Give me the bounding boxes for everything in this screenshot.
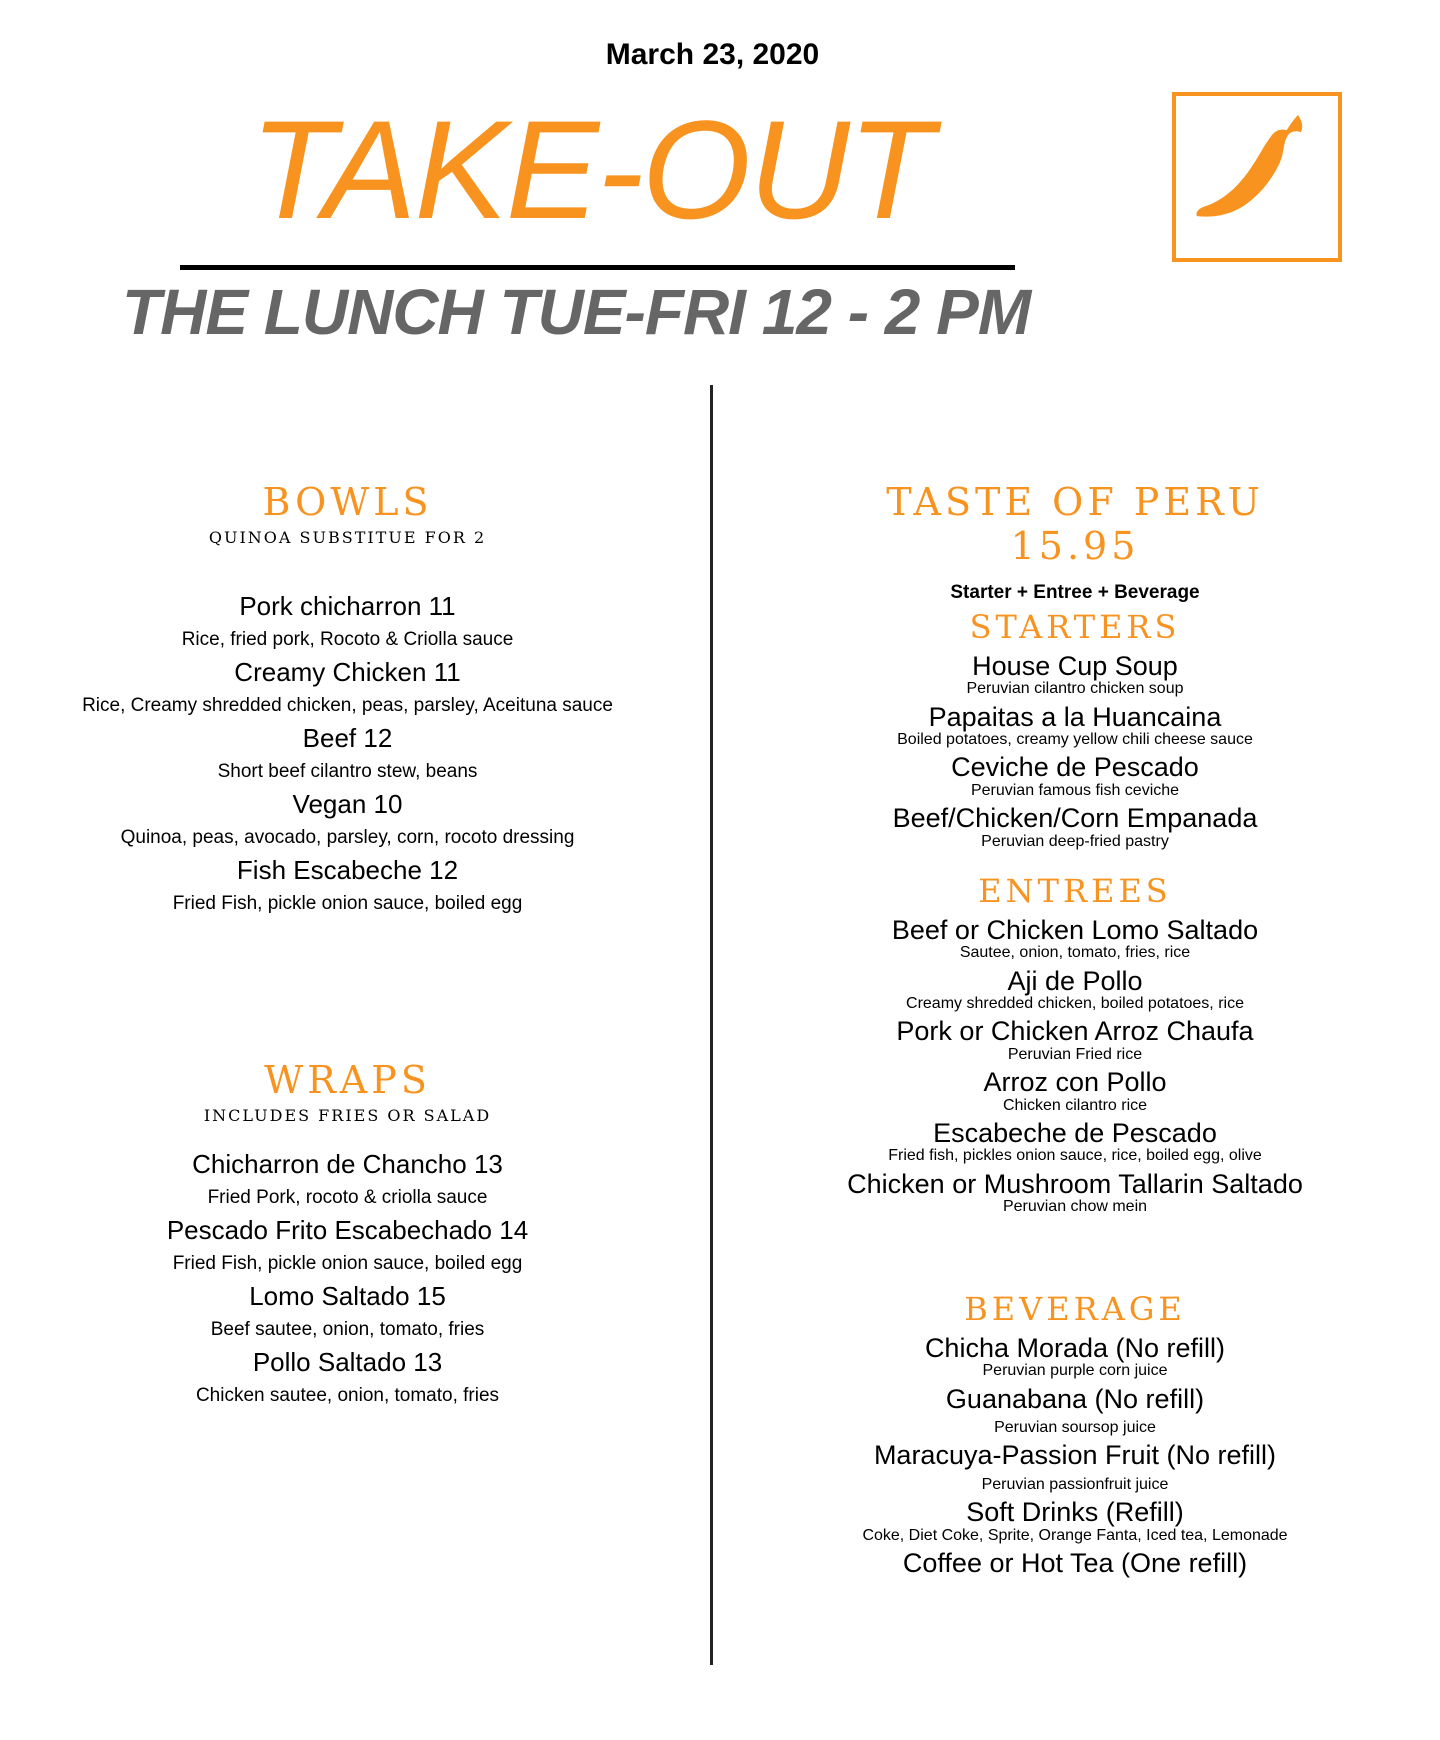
- item-desc: Peruvian chow mein: [1002, 1198, 1148, 1216]
- menu-item: [835, 1119, 1315, 1166]
- beverage-heading: BEVERAGE: [964, 1290, 1186, 1328]
- item-name: Beef 12: [302, 722, 393, 753]
- item-desc: Creamy shredded chicken, boiled potatoes, rice: [906, 995, 1244, 1013]
- item-name: Chicharron de Chancho 13: [192, 1149, 503, 1179]
- menu-item: [70, 1149, 625, 1211]
- item-name: Pork chicharron 11: [239, 591, 456, 621]
- item-name: Pescado Frito Escabechado 14: [166, 1214, 529, 1245]
- item-desc: Beef sautee, onion, tomato, fries: [210, 1318, 485, 1340]
- starters-heading: STARTERS: [969, 608, 1181, 646]
- item-name: Pollo Saltado 13: [252, 1346, 443, 1377]
- item-name: Ceviche de Pescado: [951, 752, 1199, 783]
- wraps-section: [70, 1058, 625, 1413]
- menu-item: [835, 1017, 1315, 1064]
- entrees-section: [835, 872, 1315, 1220]
- item-desc: Chicken cilantro rice: [1002, 1096, 1148, 1114]
- item-desc: Peruvian passionfruit juice: [981, 1475, 1169, 1493]
- wraps-subheading: INCLUDES FRIES OR SALAD: [203, 1106, 492, 1125]
- menu-item: [835, 1385, 1315, 1438]
- item-desc: Rice, Creamy shredded chicken, peas, parsley, Aceituna sauce: [82, 695, 613, 717]
- chili-pepper-icon: [1176, 96, 1338, 258]
- item-name: Aji de Pollo: [1007, 965, 1143, 996]
- lunch-hours-subtitle: THE LUNCH TUE-FRI 12 - 2 PM: [122, 276, 1031, 348]
- item-name: House Cup Soup: [972, 651, 1178, 681]
- item-desc: Rice, fried pork, Rocoto & Criolla sauce: [181, 629, 514, 651]
- item-name: Coffee or Hot Tea (One refill): [902, 1547, 1248, 1578]
- item-name: Chicken or Mushroom Tallarin Saltado: [847, 1168, 1303, 1199]
- item-name: Pork or Chicken Arroz Chaufa: [896, 1016, 1254, 1047]
- menu-item: [835, 703, 1315, 750]
- logo: [1172, 92, 1342, 262]
- item-desc: Peruvian soursop juice: [994, 1419, 1156, 1437]
- page-title: TAKE-OUT: [250, 91, 932, 248]
- item-desc: Peruvian famous fish ceviche: [970, 781, 1180, 799]
- wraps-heading: WRAPS: [264, 1058, 431, 1102]
- menu-item: [70, 855, 625, 917]
- item-name: Papaitas a la Huancaina: [928, 701, 1222, 732]
- menu-item: [835, 753, 1315, 800]
- menu-item: [835, 1441, 1315, 1494]
- combo-description: Starter + Entree + Beverage: [950, 582, 1200, 603]
- menu-item: [70, 723, 625, 785]
- menu-item: [70, 657, 625, 719]
- item-name: Chicha Morada (No refill): [924, 1333, 1226, 1363]
- item-name: Fish Escabeche 12: [236, 854, 459, 885]
- item-name: Arroz con Pollo: [983, 1067, 1167, 1098]
- menu-item: [835, 652, 1315, 699]
- item-name: Beef/Chicken/Corn Empanada: [892, 803, 1258, 834]
- item-desc: Fried Fish, pickle onion sauce, boiled egg: [172, 892, 523, 914]
- item-desc: Fried fish, pickles onion sauce, rice, boiled egg, olive: [888, 1147, 1262, 1165]
- item-desc: Peruvian deep-fried pastry: [981, 832, 1169, 850]
- column-divider: [710, 385, 713, 1665]
- menu-item: [70, 789, 625, 851]
- menu-item: [835, 1068, 1315, 1115]
- item-desc: Chicken sautee, onion, tomato, fries: [195, 1384, 500, 1406]
- item-desc: Fried Fish, pickle onion sauce, boiled egg: [172, 1253, 523, 1275]
- item-desc: Coke, Diet Coke, Sprite, Orange Fanta, Iced tea, Lemonade: [862, 1526, 1288, 1544]
- item-desc: Fried Pork, rocoto & criolla sauce: [207, 1187, 488, 1209]
- menu-item: [70, 1347, 625, 1409]
- item-name: Soft Drinks (Refill): [966, 1497, 1184, 1528]
- menu-item: [70, 591, 625, 653]
- item-desc: Short beef cilantro stew, beans: [217, 760, 478, 782]
- menu-item: [835, 804, 1315, 851]
- item-name: Beef or Chicken Lomo Saltado: [891, 915, 1259, 945]
- item-desc: Peruvian cilantro chicken soup: [966, 680, 1184, 698]
- item-name: Escabeche de Pescado: [933, 1117, 1217, 1148]
- menu-item: [70, 1215, 625, 1277]
- title-divider: [180, 265, 1015, 270]
- item-name: Vegan 10: [292, 788, 403, 819]
- entrees-heading: ENTREES: [978, 872, 1172, 910]
- item-name: Guanabana (No refill): [945, 1383, 1205, 1414]
- bowls-section: [70, 480, 625, 920]
- item-desc: Boiled potatoes, creamy yellow chili cheese sauce: [897, 731, 1253, 749]
- item-desc: Sautee, onion, tomato, fries, rice: [959, 944, 1191, 962]
- menu-item: [835, 1334, 1315, 1381]
- taste-of-peru-section: [835, 480, 1315, 855]
- menu-item: [835, 967, 1315, 1014]
- beverage-section: [835, 1290, 1315, 1577]
- menu-item: [835, 916, 1315, 963]
- item-desc: Quinoa, peas, avocado, parsley, corn, rocoto dressing: [120, 826, 575, 848]
- taste-of-peru-heading: TASTE OF PERU 15.95: [886, 480, 1264, 568]
- item-name: Creamy Chicken 11: [234, 656, 461, 687]
- item-name: Lomo Saltado 15: [249, 1280, 446, 1311]
- menu-item: [835, 1170, 1315, 1217]
- menu-item: [835, 1498, 1315, 1545]
- menu-date: March 23, 2020: [605, 38, 820, 71]
- bowls-subheading: QUINOA SUBSTITUE FOR 2: [208, 528, 487, 547]
- item-desc: Peruvian purple corn juice: [982, 1362, 1168, 1380]
- item-desc: Peruvian Fried rice: [1007, 1045, 1143, 1063]
- bowls-heading: BOWLS: [262, 480, 433, 524]
- menu-item: [835, 1549, 1315, 1577]
- menu-item: [70, 1281, 625, 1343]
- item-name: Maracuya-Passion Fruit (No refill): [873, 1440, 1277, 1471]
